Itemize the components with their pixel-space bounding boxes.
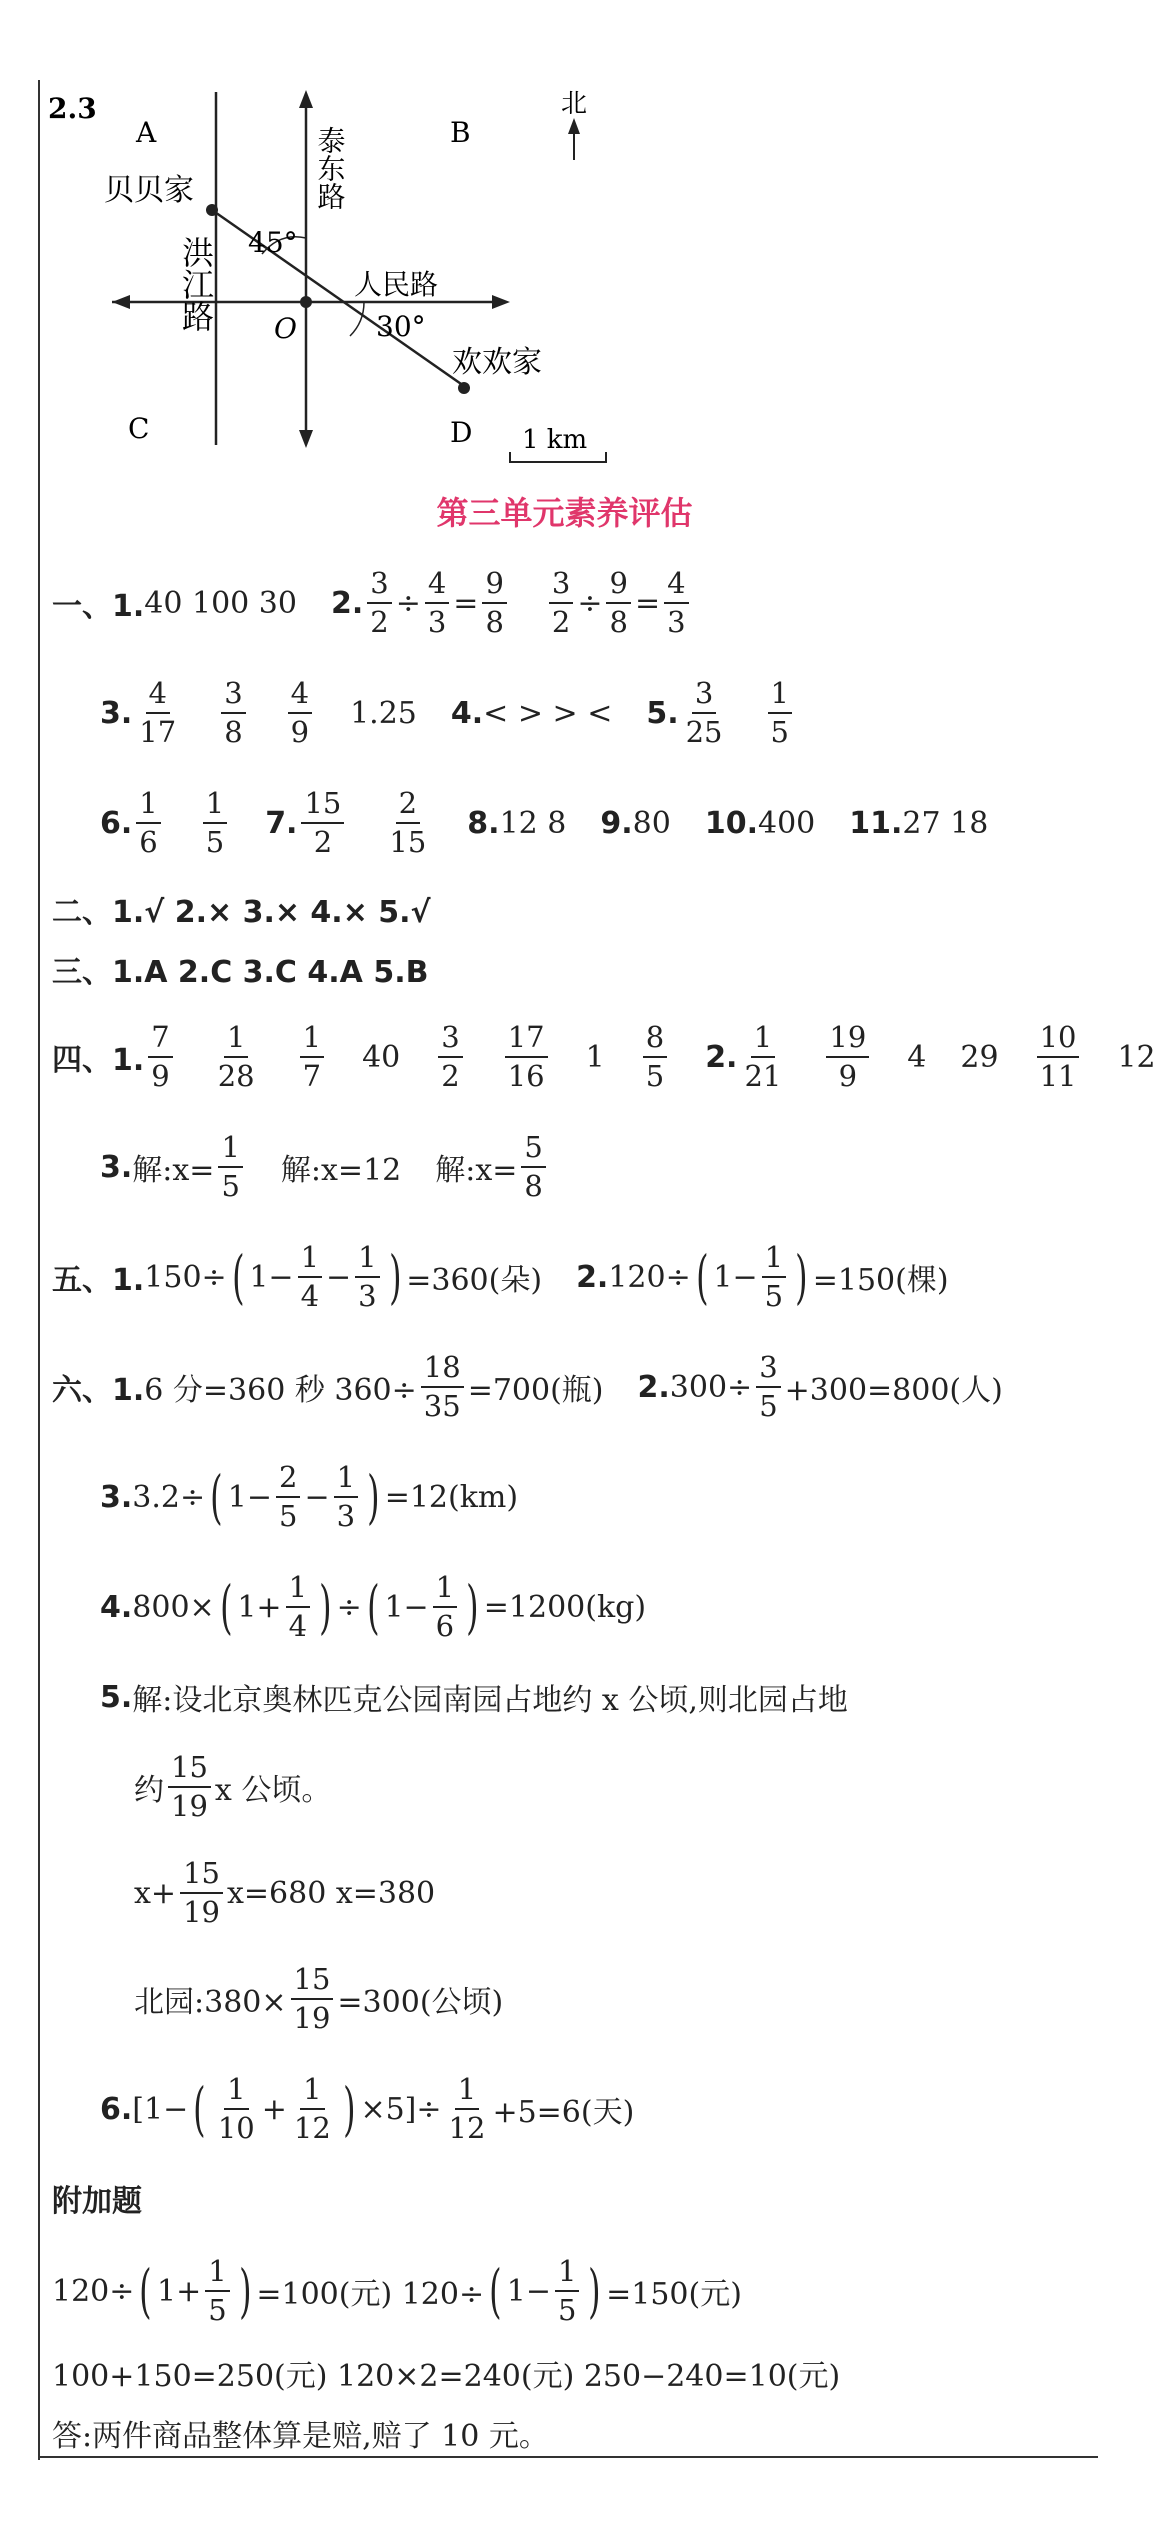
s2-line: 二、1.√ 2.× 3.× 4.× 5.√ — [52, 895, 431, 930]
s6-line3: 3. 3.2÷ ( 1− $\frac{2}{5}$ − $\frac{1}{3}$ ) =12(km) — [100, 1460, 519, 1533]
extra-line2: 100+150=250(元) 120×2=240(元) 250−240=10(元) — [52, 2359, 841, 2394]
s6-line5c: x+ $\frac{15}{19}$ x=680 x=380 — [134, 1856, 436, 1929]
scale-label: 1 km — [522, 425, 588, 455]
quadrant-d: D — [450, 416, 473, 449]
section-title: 第三单元素养评估 — [436, 494, 693, 532]
question-number: 2.3 — [48, 92, 97, 125]
s1-line1: 一、1. 40 100 30 2. $\frac{3}{2}$ ÷ $\frac{4}{3}$ = $\frac{9}{8}$ $\frac{3}{2}$ ÷ $\frac{9}{8}$ = $\frac{4}{3}$ — [52, 568, 693, 638]
extra-answer: 答:两件商品整体算是赔,赔了 10 元。 — [52, 2419, 549, 2454]
s4-line1: 四、1. $\frac{7}{9}$ $\frac{1}{28}$ $\frac{1}{7}$ 40 $\frac{3}{2}$ $\frac{17}{16}$ 1 $\frac{8}{5}$ 2. $\frac{1}{21}$ $\frac{19}{9}$ 4 29 $\frac{10}{11}$ 12 — [52, 1020, 1156, 1093]
s6-line5b: 约 $\frac{15}{19}$ x 公顷。 — [134, 1750, 332, 1823]
s5-line: 五、1. 150÷ ( 1− $\frac{1}{4}$ − $\frac{1}{3}$ ) =360(朵) 2. 120÷ ( 1− $\frac{1}{5}$ ) =150(棵) — [52, 1240, 949, 1313]
quadrant-a: A — [136, 116, 157, 149]
street-renmin: 人民路 — [354, 268, 439, 301]
street-hongjiang: 洪江路 — [177, 236, 215, 332]
angle-30: 30° — [376, 310, 426, 343]
s3-line: 三、1.A 2.C 3.C 4.A 5.B — [52, 955, 429, 990]
angle-45: 45° — [248, 226, 298, 259]
s6-line5d: 北园:380× $\frac{15}{19}$ =300(公顷) — [134, 1962, 504, 2035]
s6-line5a: 5. 解:设北京奥林匹克公园南园占地约 x 公顷,则北园占地 — [100, 1679, 848, 1718]
home-beibei: 贝贝家 — [104, 173, 194, 208]
quadrant-b: B — [450, 116, 471, 149]
origin-label: O — [274, 312, 297, 345]
extra-line1: 120÷ ( 1+ $\frac{1}{5}$ ) =100(元) 120÷ ( 1− $\frac{1}{5}$ ) =150(元) — [52, 2254, 742, 2327]
street-taidong: 泰东路 — [313, 126, 347, 210]
s6-line4: 4. 800× ( 1+ $\frac{1}{4}$ ) ÷ ( 1− $\frac{1}{6}$ ) =1200(kg) — [100, 1570, 647, 1643]
extra-title: 附加题 — [52, 2184, 142, 2219]
s1-line3: 6. $\frac{1}{6}$ $\frac{1}{5}$ 7. $\frac{15}{2}$ $\frac{2}{15}$ 8. 12 8 9. 80 10. 400 11. 27 18 — [100, 786, 989, 859]
s1-line2: 3. $\frac{4}{17}$ $\frac{3}{8}$ $\frac{4}{9}$ 1.25 4. < > > < 5. $\frac{3}{25}$ $\frac{1}{5}$ — [100, 678, 796, 748]
s6-line1: 六、1. 6 分=360 秒 360÷ $\frac{18}{35}$ =700(瓶) 2. 300÷ $\frac{3}{5}$ +300=800(人) — [52, 1350, 1003, 1423]
map-diagram — [0, 0, 1129, 480]
s4-line2: 3. 解:x= $\frac{1}{5}$ 解:x=12 解:x= $\frac{5}{8}$ — [100, 1132, 550, 1202]
north-label: 北 — [561, 89, 588, 119]
quadrant-c: C — [128, 412, 150, 445]
home-huanhuan: 欢欢家 — [452, 345, 542, 380]
s6-line6: 6. [1− ( $\frac{1}{10}$ + $\frac{1}{12}$ ) ×5]÷ $\frac{1}{12}$ +5=6(天) — [100, 2072, 635, 2145]
